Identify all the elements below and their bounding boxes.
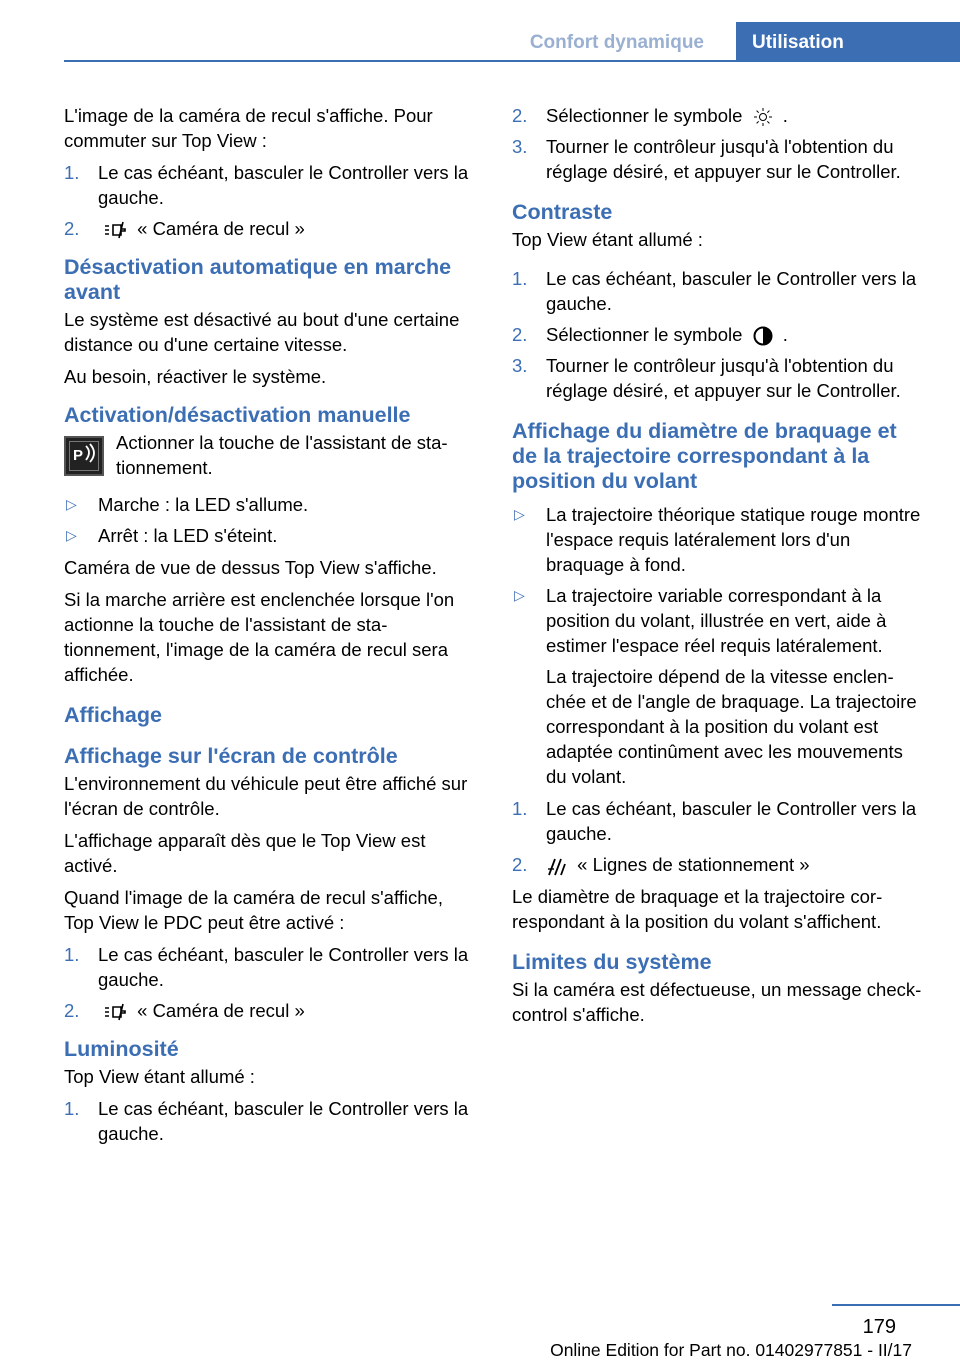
bullet-text: Marche : la LED s'allume. <box>98 494 309 515</box>
intro-paragraph: L'image de la caméra de recul s'affiche. Pour commuter sur Top View : <box>64 105 433 151</box>
step-text-end: . <box>782 105 788 126</box>
heading-control-screen: Affichage sur l'écran de contrôle <box>64 744 398 768</box>
paragraph: Au besoin, réactiver le système. <box>64 366 327 387</box>
triangle-bullet-icon: ▷ <box>66 527 77 543</box>
paragraph: Si la marche arrière est enclenchée lorsque l'on actionne la touche de l'assistant de stationnement, l'image de la caméra de recul sera affichée. <box>64 589 455 685</box>
step-text: « Caméra de recul » <box>137 218 305 239</box>
step-number: 2. <box>512 105 528 126</box>
step-text: Le cas échéant, basculer le Controller vers la gauche. <box>98 162 469 208</box>
bullet-text: Arrêt : la LED s'éteint. <box>98 525 278 546</box>
chapter-tab: Utilisation <box>736 22 960 62</box>
paragraph: Top View étant allumé : <box>64 1066 255 1087</box>
paragraph: L'environnement du véhicule peut être affiché sur l'écran de contrôle. <box>64 773 468 819</box>
heading-contrast: Contraste <box>512 200 613 225</box>
step-number: 1. <box>512 268 528 290</box>
list-item <box>512 796 924 846</box>
step-number: 3. <box>512 355 528 377</box>
list-item <box>64 523 476 548</box>
step-text: Tourner le contrôleur jusqu'à l'obtention du réglage désiré, et appuyer sur le Controller. <box>546 136 901 183</box>
step-text: « Lignes de stationnement » <box>577 854 810 876</box>
list-item <box>512 322 924 347</box>
step-number: 2. <box>512 854 528 876</box>
list-item <box>64 216 476 241</box>
contrast-steps <box>512 266 924 403</box>
list-item <box>512 134 924 184</box>
bullet-subparagraph: La trajectoire dépend de la vitesse enclenchée et de l'angle de braquage. La trajectoire correspondant à la position du volant est adaptée continûment avec les mouvements du volant. <box>546 666 917 788</box>
svg-text:P: P <box>73 447 84 464</box>
step-number: 1. <box>64 162 80 183</box>
step-text: « Caméra de recul » <box>137 1000 305 1021</box>
step-number: 2. <box>64 218 80 239</box>
steps-list-3 <box>64 1096 476 1146</box>
step-number: 1. <box>64 944 80 965</box>
triangle-bullet-icon: ▷ <box>514 587 525 604</box>
list-item <box>64 492 476 517</box>
right-column <box>512 103 924 1034</box>
paragraph: Top View étant allumé : <box>512 229 703 251</box>
heading-manual-activation: Activation/désactivation manuelle <box>64 403 411 427</box>
list-item <box>512 353 924 403</box>
paragraph: Le diamètre de braquage et la trajectoire correspondant à la position du volant s'affichent. <box>512 886 883 933</box>
left-column <box>64 103 476 1153</box>
parking-assistant-button-icon <box>64 436 104 476</box>
brightness-sun-icon <box>752 106 774 128</box>
step-number: 3. <box>512 136 528 158</box>
step-text: Le cas échéant, basculer le Controller vers la gauche. <box>98 1098 469 1144</box>
edition-line: Online Edition for Part no. 01402977851 - II/17 <box>550 1340 912 1360</box>
steps-list-2 <box>64 942 476 1023</box>
list-item <box>512 103 924 128</box>
bullet-text: La trajectoire variable correspondant à la position du volant, illustrée en vert, aide à estimer l'espace réel requis latéralement. <box>546 585 887 657</box>
list-item <box>64 1096 476 1146</box>
step-text: Le cas échéant, basculer le Controller vers la gauche. <box>98 944 469 990</box>
contrast-icon <box>752 325 774 347</box>
turning-steps <box>512 796 924 877</box>
brightness-steps-continued <box>512 103 924 184</box>
footer-rule <box>832 1304 960 1306</box>
step-text: Sélectionner le symbole <box>546 324 743 346</box>
heading-system-limits: Limites du système <box>512 950 712 975</box>
list-item <box>64 942 476 992</box>
step-text-end: . <box>782 324 788 346</box>
step-number: 1. <box>512 798 528 820</box>
triangle-bullet-icon: ▷ <box>514 506 525 523</box>
step-number: 2. <box>512 324 528 346</box>
heading-turning-circle: Affichage du diamètre de braquage et de la trajectoire correspondant à la position du volant <box>512 419 897 494</box>
list-item <box>512 502 924 577</box>
step-number: 2. <box>64 1000 80 1021</box>
paragraph: Quand l'image de la caméra de recul s'affiche, Top View le PDC peut être activé : <box>64 887 443 933</box>
header-rule <box>64 60 960 62</box>
bullet-list <box>64 492 476 548</box>
steps-list-1 <box>64 160 476 241</box>
rear-camera-icon <box>102 220 128 240</box>
step-text: Tourner le contrôleur jusqu'à l'obtention du réglage désiré, et appuyer sur le Controller. <box>546 355 901 402</box>
list-item <box>64 160 476 210</box>
step-text: Le cas échéant, basculer le Controller vers la gauche. <box>546 798 917 845</box>
list-item <box>64 998 476 1023</box>
heading-auto-deactivation: Désactivation automatique en marche avant <box>64 255 452 304</box>
list-item <box>512 266 924 316</box>
parking-assist-instruction <box>64 430 476 480</box>
paragraph: Caméra de vue de dessus Top View s'affiche. <box>64 557 437 578</box>
list-item <box>512 583 924 658</box>
paragraph: L'affichage apparaît dès que le Top View est activé. <box>64 830 426 876</box>
paragraph: Si la caméra est défectueuse, un message check-control s'affiche. <box>512 979 922 1026</box>
step-text: Le cas échéant, basculer le Controller vers la gauche. <box>546 268 917 315</box>
heading-display: Affichage <box>64 703 162 727</box>
parking-lines-icon <box>546 855 568 877</box>
step-text: Sélectionner le symbole <box>546 105 743 126</box>
section-title: Confort dynamique <box>529 32 704 53</box>
list-item <box>512 852 924 877</box>
heading-brightness: Luminosité <box>64 1037 179 1061</box>
triangle-bullet-icon: ▷ <box>66 496 77 512</box>
rear-camera-icon <box>102 1002 128 1022</box>
paragraph: Le système est désactivé au bout d'une certaine distance ou d'une certaine vitesse. <box>64 309 460 355</box>
bullet-text: La trajectoire théorique statique rouge montre l'espace requis latéralement lors d'un braquage à fond. <box>546 504 921 576</box>
turning-bullets <box>512 502 924 789</box>
button-instruction-text: Actionner la touche de l'assistant de stationnement. <box>116 432 448 478</box>
step-number: 1. <box>64 1098 80 1119</box>
page-number: 179 <box>862 1316 896 1338</box>
